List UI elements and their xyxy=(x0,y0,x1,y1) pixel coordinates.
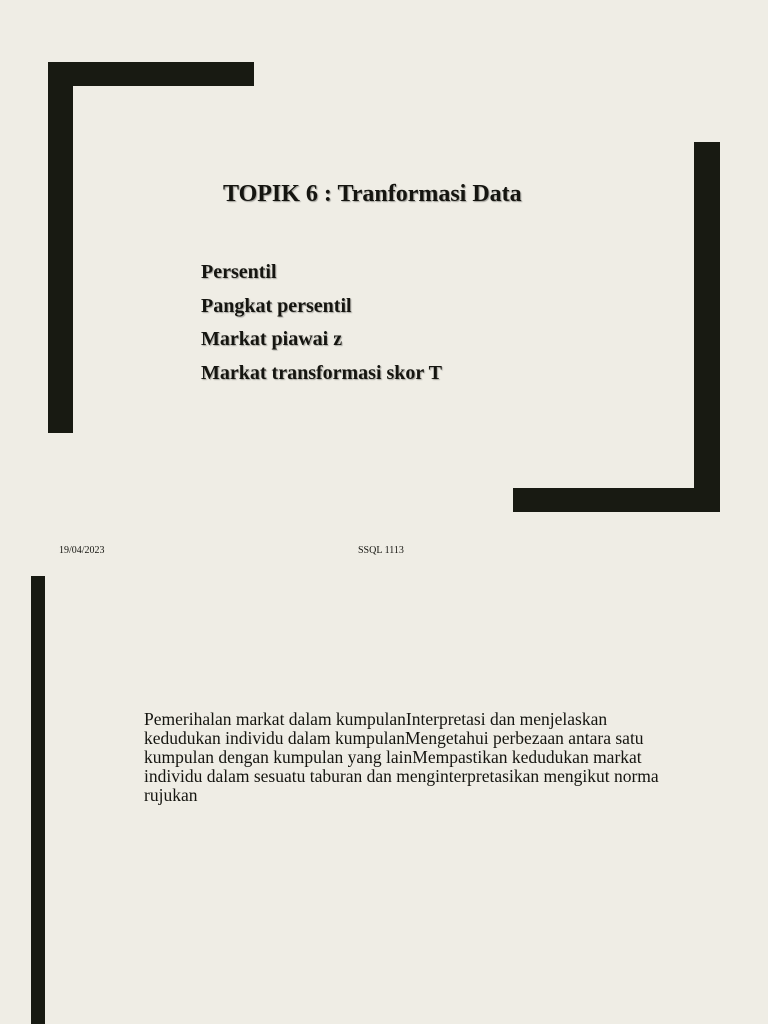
list-item: Markat transformasi skor T xyxy=(201,361,442,384)
slide2-body-text: Pemerihalan markat dalam kumpulanInterpretasi dan menjelaskan kedudukan individu dalam kumpulanMengetahui perbezaan antara satu kumpulan dengan kumpulan yang lainMempastikan kedudukan markat individu dalam sesuatu taburan dan menginterpretasikan mengikut norma rujukan xyxy=(144,709,659,805)
frame-bottom-right-horizontal-bar xyxy=(513,488,720,512)
footer-course-code: SSQL 1113 xyxy=(358,545,404,556)
frame-bottom-right-vertical-bar xyxy=(694,142,720,512)
slide2-left-vertical-bar xyxy=(31,576,45,1024)
list-item: Pangkat persentil xyxy=(201,294,352,317)
slide-title: TOPIK 6 : Tranformasi Data xyxy=(223,181,522,207)
frame-top-left-vertical-bar xyxy=(48,62,73,433)
frame-top-left-horizontal-bar xyxy=(48,62,254,86)
list-item: Markat piawai z xyxy=(201,328,343,351)
footer-date: 19/04/2023 xyxy=(59,545,105,556)
topic-list xyxy=(201,256,442,390)
list-item: Persentil xyxy=(201,261,277,283)
